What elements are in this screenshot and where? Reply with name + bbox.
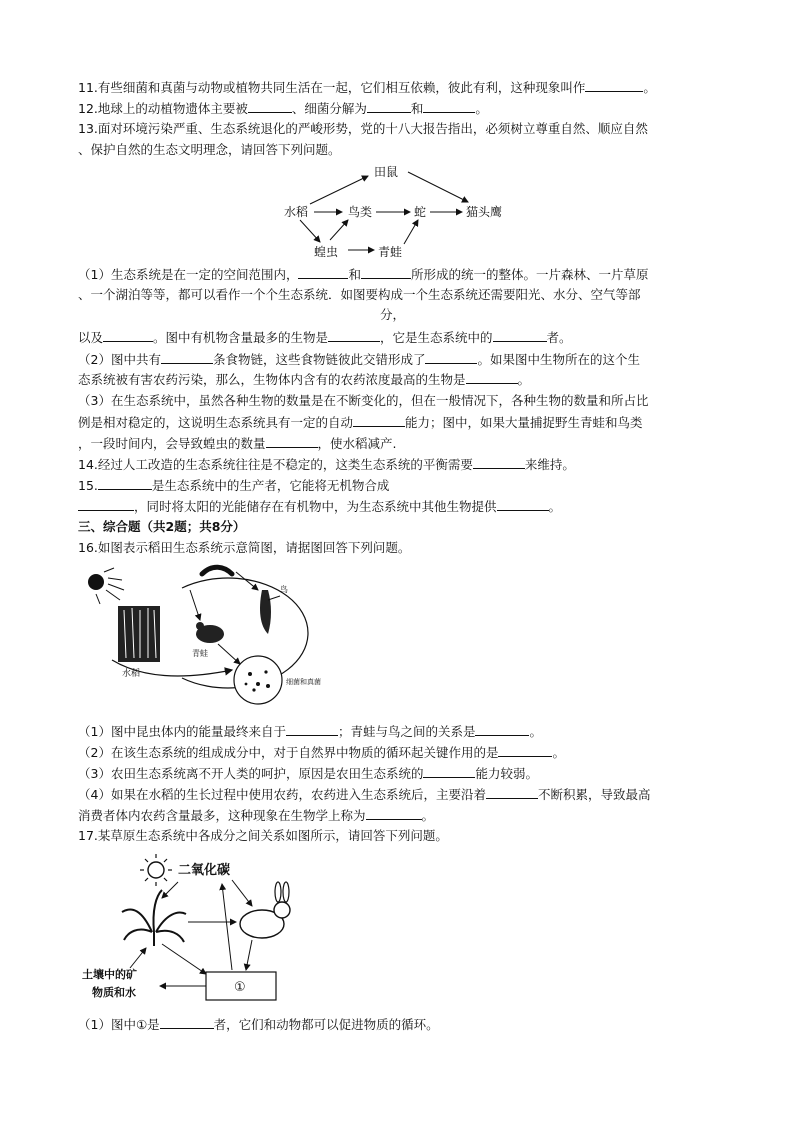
- label-frog: 青蛙: [192, 649, 208, 658]
- node-bird: 鸟类: [348, 205, 373, 219]
- arrow-frog-snake: [404, 220, 418, 244]
- label-bird: 鸟: [280, 585, 288, 594]
- label-co2: 二氧化碳: [178, 863, 231, 878]
- sun-icon: [88, 568, 124, 604]
- sun-icon: [140, 854, 172, 886]
- question-16-3: （3）农田生态系统离不开人类的呵护，原因是农田生态系统的 能力较弱。: [78, 766, 538, 781]
- label-decomposer: 细菌和真菌: [286, 678, 321, 686]
- grass-plant-icon: [122, 890, 186, 946]
- question-16-4-line1: （4）如果在水稻的生长过程中使用农药，农药进入生态系统后，主要沿着 不断积累，导致最高: [78, 787, 651, 802]
- node-snake: 蛇: [414, 205, 427, 219]
- insect-icon: [202, 567, 232, 574]
- decomposer-icon: [234, 656, 282, 704]
- arrow-rice-vole: [310, 176, 368, 204]
- question-16-2: （2）在该生态系统的组成成分中，对于自然界中物质的循环起关键作用的是 。: [78, 745, 565, 760]
- node-vole: 田鼠: [374, 165, 399, 179]
- paddy-ecosystem-figure: [82, 560, 322, 710]
- question-13-1-line1: （1）生态系统是在一定的空间范围内， 和 所形成的统一的整体。一片森林、一片草原: [78, 267, 649, 282]
- question-12: 12.地球上的动植物遗体主要被 、细菌分解为 和 。: [78, 101, 488, 116]
- label-rice: 水稻: [122, 669, 141, 679]
- question-16-4-line2: 消费者体内农药含量最多，这种现象在生物学上称为 。: [78, 808, 435, 823]
- food-web-diagram: [270, 158, 530, 262]
- frog-icon: [196, 622, 224, 643]
- question-11: 11.有些细菌和真菌与动物或植物共同生活在一起，它们相互依赖，彼此有利，这种现象叫作 。: [78, 80, 656, 95]
- question-13-2-line1: （2）图中共有 条食物链，这些食物链彼此交错形成了 。如果图中生物所在的这个生: [78, 352, 640, 367]
- question-13-line1: 13.面对环境污染严重、生态系统退化的严峻形势，党的十八大报告指出，必须树立尊重自然、顺应自然: [78, 121, 648, 136]
- arrow-rice-locust: [300, 220, 320, 242]
- question-13-3-line2: 例是相对稳定的，这说明生态系统具有一定的自动 能力；图中，如果大量捕捉野生青蛙和鸟类: [78, 415, 643, 430]
- question-13-1-line4: 以及 。图中有机物含量最多的生物是 ，它是生态系统中的 者。: [78, 330, 572, 345]
- question-16-title: 16.如图表示稻田生态系统示意简图，请据图回答下列问题。: [78, 540, 411, 555]
- question-15-line1: 15. 是生态系统中的生产者，它能将无机物合成: [78, 478, 390, 493]
- label-box-1: ①: [234, 980, 246, 995]
- question-14: 14.经过人工改造的生态系统往往是不稳定的，这类生态系统的平衡需要 来维持。: [78, 457, 575, 472]
- question-13-1-line3: 分，: [380, 307, 406, 322]
- node-frog: 青蛙: [378, 245, 403, 259]
- node-owl: 猫头鹰: [466, 205, 503, 219]
- rice-plant-icon: [118, 606, 160, 662]
- question-16-1: （1）图中昆虫体内的能量最终来自于 ；青蛙与鸟之间的关系是 。: [78, 724, 542, 739]
- bird-icon: [260, 590, 280, 634]
- label-soil-line1: 土壤中的矿: [82, 968, 137, 981]
- arrow-locust-bird: [330, 220, 348, 240]
- question-13-2-line2: 态系统被有害农药污染，那么，生物体内含有的农药浓度最高的生物是 。: [78, 372, 531, 387]
- question-13-3-line3: ，一段时间内，会导致蝗虫的数量 ，使水稻减产.: [78, 436, 397, 451]
- question-13-line2: 、保护自然的生态文明理念，请回答下列问题。: [78, 142, 341, 157]
- question-17-1: （1）图中①是 者，它们和动物都可以促进物质的循环。: [78, 1017, 439, 1032]
- label-soil-line2: 物质和水: [92, 986, 136, 999]
- section-3-heading: 三、综合题（共2题；共8分）: [78, 519, 246, 534]
- grassland-ecosystem-figure: [82, 850, 322, 1010]
- question-17-title: 17.某草原生态系统中各成分之间关系如图所示，请回答下列问题。: [78, 828, 448, 843]
- question-15-line2: ，同时将太阳的光能储存在有机物中，为生态系统中其他生物提供 。: [78, 497, 561, 516]
- node-rice: 水稻: [284, 205, 309, 219]
- rabbit-icon: [240, 882, 290, 938]
- node-locust: 蝗虫: [314, 245, 339, 259]
- question-13-1-line2: 、一个湖泊等等，都可以看作一个个生态系统．如图要构成一个生态系统还需要阳光、水分、空气等部: [78, 287, 641, 302]
- question-13-3-line1: （3）在生态系统中，虽然各种生物的数量是在不断变化的，但在一般情况下，各种生物的数量和所占比: [78, 393, 649, 408]
- arrow-vole-owl: [408, 172, 468, 202]
